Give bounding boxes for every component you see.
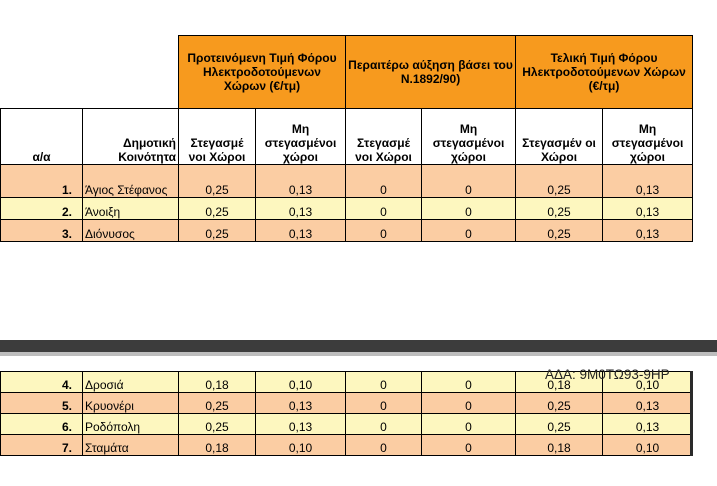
cell-value: 0 [346,372,422,393]
table-row [1,165,693,198]
cell-value: 0 [422,372,516,393]
cell-value: 0,10 [603,372,693,393]
cell-value: 0,18 [179,435,256,456]
page-edge-line [690,371,693,456]
community-name: Σταμάτα [83,435,179,456]
cell-value: 0,13 [256,220,346,242]
cell-value: 0 [346,414,422,435]
row-number: 6. [1,414,83,435]
header-final-tax: Τελική Τιμή Φόρου Ηλεκτροδοτούμενων Χώρων (€/τμ) [516,36,693,109]
cell-value: 0,18 [179,372,256,393]
column-g2-uncovered: Μη στεγασμένοι χώροι [422,109,516,165]
cell-value: 0 [346,393,422,414]
column-g3-covered: Στεγασμέν οι Χώροι [516,109,603,165]
community-name: Διόνυσος [83,220,179,242]
cell-value: 0,13 [256,198,346,220]
cell-value: 0,13 [603,165,693,198]
row-number: 3. [1,220,83,242]
empty-corner [1,36,83,109]
page-break-shadow [0,352,717,356]
cell-value: 0,25 [516,220,603,242]
cell-value: 0 [422,414,516,435]
cell-value: 0,10 [256,372,346,393]
empty-corner [83,36,179,109]
community-name: Άνοιξη [83,198,179,220]
community-name: Ροδόπολη [83,414,179,435]
cell-value: 0,10 [256,435,346,456]
column-g1-covered: Στεγασμέ νοι Χώροι [179,109,256,165]
column-aa: α/α [1,109,83,165]
cell-value: 0,13 [603,393,693,414]
row-number: 1. [1,165,83,198]
column-g2-covered: Στεγασμέ νοι Χώροι [346,109,422,165]
cell-value: 0,25 [179,414,256,435]
cell-value: 0,18 [516,435,603,456]
cell-value: 0 [346,198,422,220]
tax-table-top [0,35,693,242]
header-further-increase: Περαιτέρω αύξηση βάσει του Ν.1892/90) [346,36,516,109]
page-break-bar [0,340,717,352]
community-name: Κρυονέρι [83,393,179,414]
community-name: Δροσιά [83,372,179,393]
cell-value: 0,25 [179,220,256,242]
cell-value: 0,25 [179,165,256,198]
tax-table-bottom [0,371,693,456]
column-community: Δημοτική Κοινότητα [83,109,179,165]
row-number: 2. [1,198,83,220]
row-number: 7. [1,435,83,456]
cell-value: 0 [346,435,422,456]
table-row [1,435,693,456]
column-g3-uncovered: Μη στεγασμένοι χώροι [603,109,693,165]
table-row [1,198,693,220]
header-proposed-tax: Προτεινόμενη Τιμή Φόρου Ηλεκτροδοτούμενων Χώρων (€/τμ) [179,36,346,109]
cell-value: 0,13 [603,414,693,435]
cell-value: 0 [422,220,516,242]
cell-value: 0,25 [516,165,603,198]
cell-value: 0 [422,198,516,220]
cell-value: 0,25 [516,393,603,414]
cell-value: 0 [346,220,422,242]
cell-value: 0,13 [603,198,693,220]
cell-value: 0 [422,393,516,414]
cell-value: 0,13 [603,220,693,242]
cell-value: 0,18 [516,372,603,393]
community-name: Άγιος Στέφανος [83,165,179,198]
cell-value: 0,10 [603,435,693,456]
ada-stamp: ΑΔΑ: 9Μ0ΤΩ93-9ΗΡ [545,367,670,382]
cell-value: 0 [346,165,422,198]
table-row [1,220,693,242]
cell-value: 0,25 [516,414,603,435]
table-row [1,414,693,435]
cell-value: 0 [422,435,516,456]
row-number: 4. [1,372,83,393]
column-g1-uncovered: Μη στεγασμένοι χώροι [256,109,346,165]
cell-value: 0 [422,165,516,198]
row-number: 5. [1,393,83,414]
cell-value: 0,25 [516,198,603,220]
cell-value: 0,25 [179,198,256,220]
cell-value: 0,13 [256,165,346,198]
cell-value: 0,13 [256,414,346,435]
table-row [1,393,693,414]
cell-value: 0,13 [256,393,346,414]
cell-value: 0,25 [179,393,256,414]
